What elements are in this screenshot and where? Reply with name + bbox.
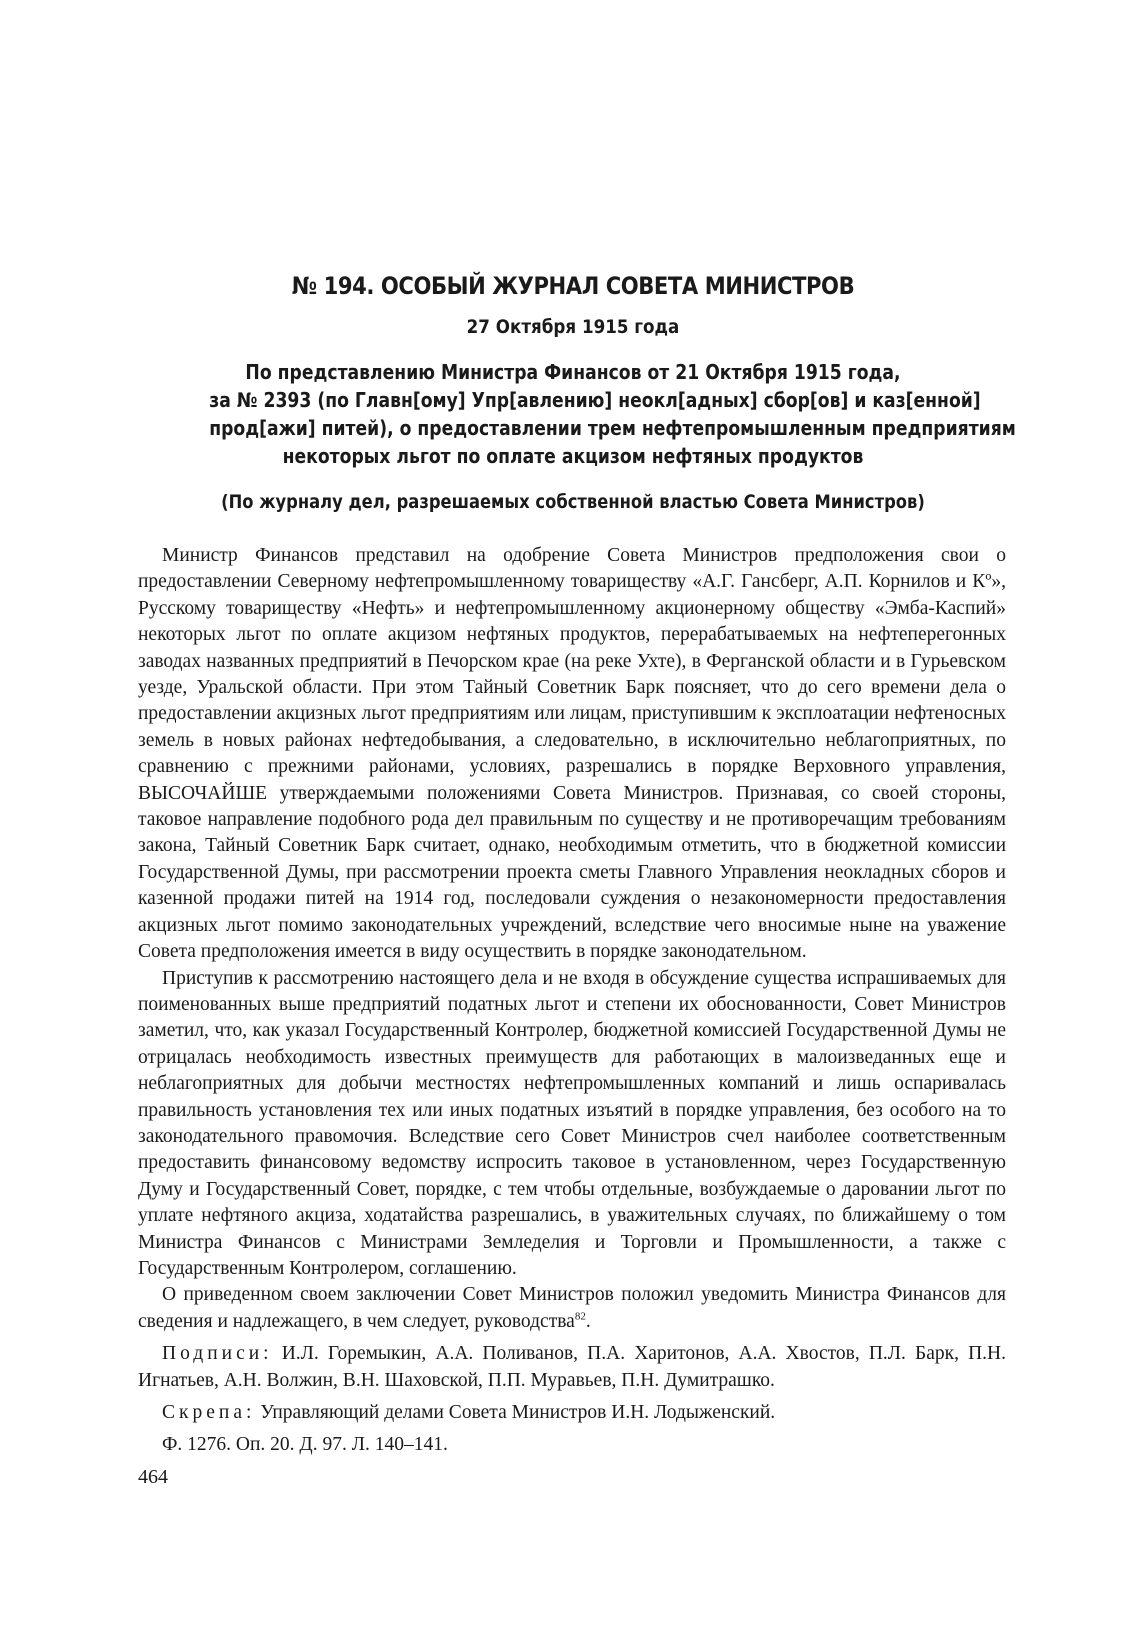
skrepa-block xyxy=(138,1400,1006,1426)
subject-line: прод[ажи] питей), о предоставлении трем нефтепромышленным предприятиям xyxy=(209,416,1016,440)
archive-reference: Ф. 1276. Оп. 20. Д. 97. Л. 140–141. xyxy=(162,1434,448,1456)
body-paragraph: Министр Финансов представил на одобрение Совета Министров предположения свои о предоставлении Северному нефтепромышленному товариществу «А.Г. Гансберг, А.П. Корнилов и Кº», Русскому товариществу «Нефть» и нефтепромышленному акционерному обществу «Эмба-Каспий» некоторых льгот по оплате акцизом нефтяных продуктов, перерабатываемых на нефтеперегонных заводах названных предприятий в Печорском крае (на реке Ухте), в Ферганской области и в Гурьевском уезде, Уральской области. При этом Тайный Советник Барк поясняет, что до сего времени дела о предоставлении акцизных льгот предприятиям или лицам, приступившим к эксплоатации нефтеносных земель в новых районах нефтедобывания, а следовательно, в исключительно неблагоприятных, по сравнению с прежними районами, условиях, разрешались в порядке Верховного управления, ВЫСОЧАЙШЕ утверждаемыми положениями Совета Министров. Признавая, со своей стороны, таковое направление подобного рода дел правильным по существу и не противоречащим требованиям закона, Тайный Советник Барк считает, однако, необходимым отметить, что в бюджетной комиссии Государственной Думы, при рассмотрении проекта сметы Главного Управления неокладных сборов и казенной продажи питей на 1914 год, последовали суждения о незакономерности предоставления акцизных льгот помимо законодательных учреждений, вследствие чего вносимые ныне на уважение Совета предположения имеется в виду осуществить в порядке законодательном. xyxy=(138,545,1006,963)
page-number: 464 xyxy=(138,1466,168,1488)
subject-line: По представлению Министра Финансов от 21 Октября 1915 года, xyxy=(245,360,901,384)
skrepa-label: Скрепа: xyxy=(162,1402,256,1423)
signatures-line xyxy=(138,1341,1006,1394)
document-body xyxy=(138,543,1006,1459)
document-date: 27 Октября 1915 года xyxy=(466,316,680,338)
final-period: . xyxy=(585,1310,591,1332)
subject-line: за № 2393 (по Главн[ому] Упр[авлению] неокл[адных] сбор[ов] и каз[енной] xyxy=(209,388,981,412)
journal-note: (По журналу дел, разрешаемых собственной властью Совета Министров) xyxy=(221,491,925,513)
subject-line: некоторых льгот по оплате акцизом нефтяных продуктов xyxy=(282,444,864,468)
final-paragraph-text: О приведенном своем заключении Совет Министров положил уведомить Министра Финансов для сведения и надлежащего, в чем следует, руководства xyxy=(138,1284,1006,1332)
footnote-reference: 82 xyxy=(574,1310,586,1323)
document-title: № 194. ОСОБЫЙ ЖУРНАЛ СОВЕТА МИНИСТРОВ xyxy=(291,272,855,300)
skrepa-text: Управляющий делами Совета Министров И.Н. Лодыженский. xyxy=(260,1402,776,1423)
skrepa-line xyxy=(138,1400,1006,1426)
signatures-names: И.Л. Горемыкин, А.А. Поливанов, П.А. Харитонов, А.А. Хвостов, П.Л. Барк, П.Н. Игнатьев, А.Н. Волжин, В.Н. Шаховской, П.П. Муравьев, П.Н. Думитрашко. xyxy=(138,1343,1006,1391)
document-subject xyxy=(150,358,1016,470)
body-paragraph: Приступив к рассмотрению настоящего дела и не входя в обсуждение существа испрашиваемых для поименованных выше предприятий податных льгот и степени их обоснованности, Совет Министров заметил, что, как указал Государственный Контролер, бюджетной комиссией Государственной Думы не отрицалась необходимость известных преимуществ для работающих в малоизведанных еще и неблагоприятных для добычи местностях нефтепромышленных компаний и лишь оспаривалась правильность установления тех или иных податных изъятий в порядке управления, без особого на то законодательного правомочия. Вследствие сего Совет Министров счел наиболее соответственным предоставить финансовому ведомству испросить таковое в установленном, через Государственную Думу и Государственный Совет, порядке, с тем чтобы отдельные, возбуждаемые о даровании льгот по уплате нефтяного акциза, ходатайства разрешались, в уважительных случаях, по ближайшему о том Министра Финансов с Министрами Земледелия и Торговли и Промышленности, а также с Государственным Контролером, соглашению. xyxy=(138,967,1006,1279)
signatures-label: Подписи: xyxy=(162,1343,273,1365)
body-paragraph-final xyxy=(138,1282,1006,1335)
signatures-block xyxy=(138,1341,1006,1394)
